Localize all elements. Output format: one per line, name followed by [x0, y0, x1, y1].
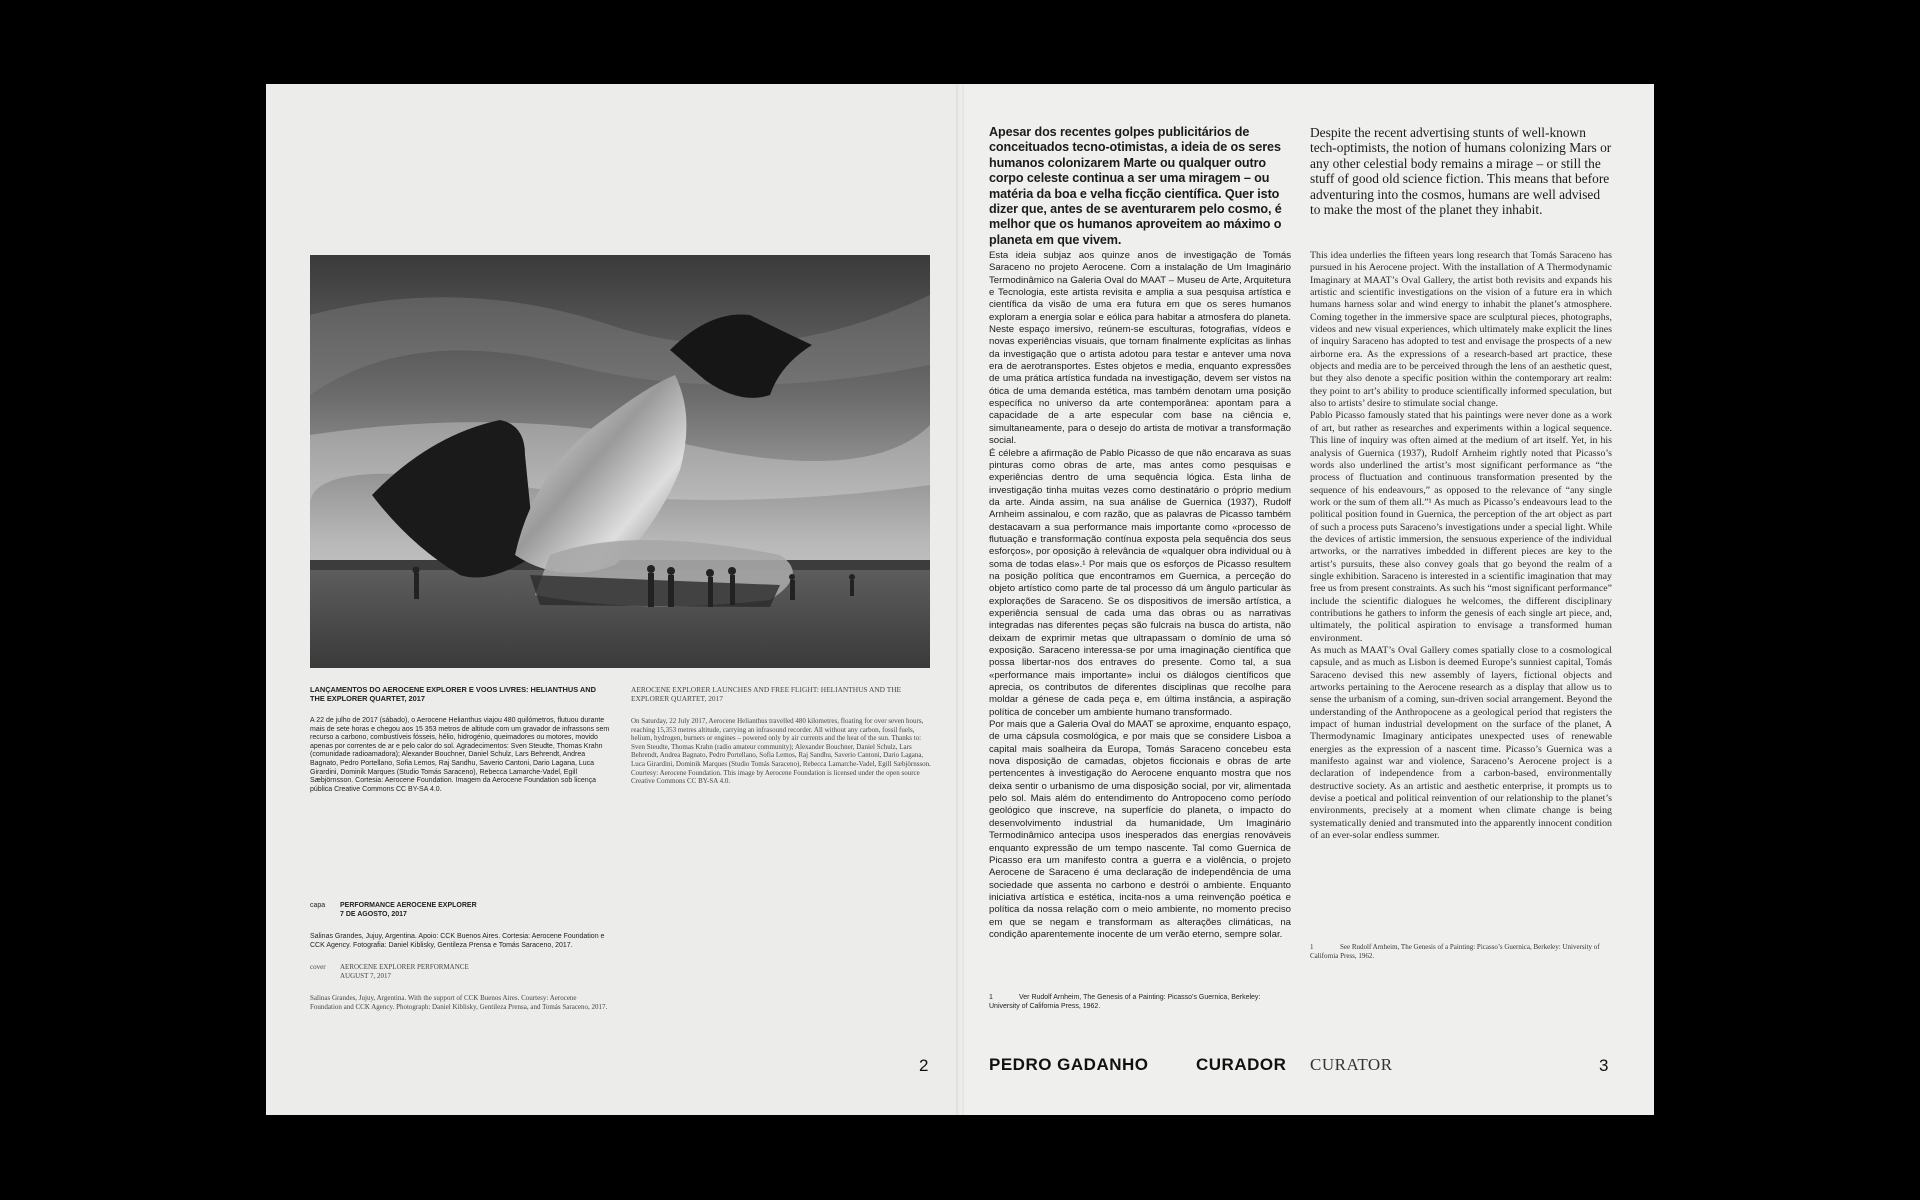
author-role-pt: CURADOR: [1196, 1055, 1287, 1074]
aerocene-balloon-photo: [310, 255, 930, 668]
cover-credit-date-en: AUGUST 7, 2017: [340, 971, 392, 980]
footnote-text-en: See Rudolf Arnheim, The Genesis of a Painting: Picasso’s Guernica, Berkeley: University of California Press, 1962.: [1310, 943, 1600, 960]
body-paragraph-en: This idea underlies the fifteen years long research that Tomás Saraceno has pursued in his Aerocene project. With the installation of A Thermodynamic Imaginary at MAAT’s Oval Gallery, the artist both revisits and expands his artistic and scientific investigations on the vision of a future era in which humans harness solar and wind energy to inhabit the planet’s atmosphere. Coming together in the immersive space are sculptural pieces, photographs, videos and new visual experiences, which ultimately make explicit the lines of inquiry Saraceno has adopted to test and envisage the prospects of a new airborne era. As the expressions of a research-based art practice, these objects and media are to be perceived through the lens of an aesthetic quest, but they also denote a specific position within the contemporary art realm: they point to art’s ability to produce scientifically informed speculation, but also to artists’ desire to stimulate social change.: [1310, 250, 1612, 410]
footnote-pt: [989, 994, 1289, 1011]
photo-caption-text-pt: A 22 de julho de 2017 (sábado), o Aerocene Helianthus viajou 480 quilómetros, flutuou durante mais de sete horas e chegou aos 15 353 metros de altitude com um gravador de infrassons sem recurso a carbono, combustíveis fósseis, hélio, hidrogénio, queimadores ou motores, movido apenas por correntes de ar e pelo calor do sol. Agradecimentos: Sven Steudte, Thomas Krahn (comunidade radioamadora); Alexander Bouchner, Daniel Schulz, Lars Behrendt, Andrea Bagnato, Pedro Portellano, Sofia Lemos, Raj Sandhu, Saverio Cantoni, Dario Lagana, Luca Girardini, Dominik Marques (Studio Tomás Saraceno), Rebecca Lamarche-Vadel, Egill Sæbjörnsson. Cortesia: Aerocene Foundation. Imagem da Aerocene Foundation sob licença pública Creative Commons CC BY-SA 4.0.: [310, 717, 610, 793]
lede-pt: Apesar dos recentes golpes publicitários de conceituados tecno-otimistas, a ideia de os seres humanos colonizarem Marte ou qualquer outro corpo celeste continua a ser uma miragem – ou matéria da boa e velha ficção científica. Quer isto dizer que, antes de se aventurarem pelo cosmo, é melhor que os humanos aproveitem ao máximo o planeta em que vivem.: [989, 125, 1282, 247]
cover-credit-date-pt: 7 DE AGOSTO, 2017: [340, 910, 407, 918]
body-text-en: [1310, 250, 1612, 843]
body-paragraph-en: As much as MAAT’s Oval Gallery comes spatially close to a cosmological capsule, and as much as Lisbon is deemed Europe’s sunniest capital, Tomás Saraceno devised this new assembly of layers, fictional objects and artworks pertaining to the Aerocene research as a display that allow us to sense the urbanism of a coming, sun-driven social arrangement. Beyond the understanding of the Anthropocene as a geological period that registers the impact of human industrial development on the surface of the planet, A Thermodynamic Imaginary anticipates unexpected uses of renewable energies as the expression of a nascent time. Picasso’s Guernica was a manifesto against war and violence, Saraceno’s Aerocene project is a declaration of independence from a carbon-based, environmentally destructive society. As an artistic and aesthetic enterprise, it prompts us to devise a poetical and political reinvention of our relationship to the planet’s environments, precisely at a moment when climate change is being systematically denied and transmuted into the apparently innocent condition of an ever-solar endless summer.: [1310, 645, 1612, 842]
photo-caption-text-en: On Saturday, 22 July 2017, Aerocene Helianthus travelled 480 kilometres, floating for over seven hours, reaching 15,353 metres altitude, carrying an infrasound recorder. All without any carbon, fossil fuels, helium, hydrogen, burners or engines – powered only by air currents and the heat of the sun. Thanks to: Sven Steudte, Thomas Krahn (radio amateur community); Alexander Bouchner, Daniel Schulz, Lars Behrendt, Andrea Bagnato, Pedro Portellano, Sofia Lemos, Raj Sandhu, Saverio Cantoni, Dario Lagana, Luca Girardini, Dominik Marques (Studio Tomás Saraceno), Rebecca Lamarche-Vadel, Egill Sæbjörnsson. Courtesy: Aerocene Foundation. This image by Aerocene Foundation is licensed under the open source Creative Commons CC BY-SA 4.0.: [631, 717, 931, 786]
photo-caption-pt: [310, 685, 610, 794]
photo-caption-title-pt: LANÇAMENTOS DO AEROCENE EXPLORER E VOOS LIVRES: HELIANTHUS AND THE EXPLORER QUARTET, 2017: [310, 685, 596, 703]
author-role-en: CURATOR: [1310, 1055, 1393, 1074]
footnote-text-pt: Ver Rudolf Arnheim, The Genesis of a Painting: Picasso’s Guernica, Berkeley: University of California Press, 1962.: [989, 994, 1261, 1010]
footnote-number-pt: 1: [989, 994, 993, 1001]
body-paragraph-pt: Esta ideia subjaz aos quinze anos de investigação de Tomás Saraceno no projeto Aerocene. Com a instalação de Um Imaginário Termodinâmico na Galeria Oval do MAAT – Museu de Arte, Arquitetura e Tecnologia, este artista revisita e amplia a sua pesquisa artística e científica da visão de uma era futura em que os seres humanos exploram a energia solar e eólica para habitar a atmosfera do planeta. Neste espaço imersivo, reúnem-se esculturas, fotografias, vídeos e novas experiências visuais, que tornam finalmente explícitas as linhas da investigação que o artista adotou para testar e antever uma nova era de aerotransportes. Estes objetos e media, enquanto expressões de uma prática artística fundada na investigação, devem ser vistos na ótica de uma demanda estética, mas também denotam uma posição específica no universo da arte contemporânea: apontam para a capacidade de a arte especular com base na ciência e, simultaneamente, para o desejo do artista de motivar a transformação social.: [989, 250, 1291, 447]
author-name: PEDRO GADANHO: [989, 1055, 1149, 1074]
cover-credit-text-pt: Salinas Grandes, Jujuy, Argentina. Apoio: CCK Buenos Aires. Cortesia: Aerocene Foundation e CCK Agency. Fotografia: Daniel Kiblisky, Gentileza Prensa e Tomás Saraceno, 2017.: [310, 933, 605, 949]
cover-credit-key-pt: capa: [310, 902, 326, 909]
cover-credit-en: [310, 963, 610, 1011]
cover-credit-title-en: AEROCENE EXPLORER PERFORMANCE: [340, 963, 469, 971]
body-paragraph-pt: É célebre a afirmação de Pablo Picasso de que não encarava as suas pinturas como obras de arte, mas antes como pesquisas e experiências dentro de uma sequência lógica. Esta linha de investigação tinha muitas vezes como destinatário o próprio medium da arte. Ainda assim, na sua análise de Guernica (1937), Rudolf Arnheim assinalou, e com razão, que as palavras de Picasso também destacavam a sua performance mais importante como «processo de flutuação e transformação contínua exposta pela sequência dos seus esforços», por oposição à relevância de «qualquer obra individual ou à soma de todas elas».¹ Por mais que os esforços de Picasso resultem na posição política que encontramos em Guernica, a perceção do objeto artístico como parte de tal processo dá um ângulo particular às explorações de Saraceno. Se os dispositivos de imersão artística, a experiência sensual de cada uma das obras ou as narrativas integradas nas diferentes peças são fulcrais na busca do artista, não deixam de exprimir metas que ultrapassam o domínio de uma só exposição. Saraceno interessa-se por uma imaginação científica que possa libertar-nos dos entraves do presente. Como tal, a sua «performance mais importante» inclui os diálogos científicos que aprecia, os contributos de diferentes disciplinas que recolhe para moldar a génese de cada peça e, em última instância, a aspiração política de conceber um ambiente humano transformado.: [989, 447, 1291, 718]
body-paragraph-en: Pablo Picasso famously stated that his paintings were never done as a work of art, but rather as researches and experiments within a logical sequence. This line of inquiry was often aimed at the medium of art itself. Yet, in his analysis of Guernica (1937), Rudolf Arnheim rightly noted that Picasso’s words also underlined the artist’s most significant performance as “the process of fluctuation and continuous transformation presented by the sequence of his endeavours,” as opposed to the relevance of “any single work or the sum of them all.”¹ As much as Picasso’s endeavours lead to the political position found in Guernica, the perception of the art object as part of such a process puts Saraceno’s investigations under a special light. While the devices of artistic immersion, the sensuous experience of the individual artworks, or the narratives imbedded in different pieces are key to the artist’s pursuits, these also convey goals that go beyond the realm of a single exhibition. Saraceno is interested in a scientific imagination that may free us from present constraints. As such his “most significant performance” include the scientific dialogues he welcomes, the different disciplinary contributions he gathers to inform the genesis of each single art piece, and, ultimately, the political aspiration to envisage a transformed human environment.: [1310, 410, 1612, 644]
cover-credit-key-en: cover: [310, 963, 326, 971]
photo-caption-en: [631, 685, 931, 786]
book-gutter: [956, 84, 964, 1115]
footnote-en: [1310, 943, 1610, 960]
footnote-number-en: 1: [1310, 943, 1314, 951]
lede-en: Despite the recent advertising stunts of well-known tech-optimists, the notion of humans colonizing Mars or any other celestial body remains a mirage – or still the stuff of good old science fiction. This means that before adventuring into the cosmos, humans are well advised to make the most of the planet they inhabit.: [1310, 125, 1612, 218]
page-number-left: 2: [919, 1056, 929, 1075]
body-paragraph-pt: Por mais que a Galeria Oval do MAAT se aproxime, enquanto espaço, de uma cápsula cosmológica, e por mais que se considere Lisboa a capital mais soalheira da Europa, Tomás Saraceno concebeu esta nova disposição de camadas, objetos ficcionais e obras de arte pertencentes à investigação do Aerocene enquanto mostra que nos deixa sentir o urbanismo de uma disposição social, por vir, alimentada pelo sol. Mais além do entendimento do Antropoceno como período geológico que inscreve, na superfície do planeta, o impacto do desenvolvimento industrial da humanidade, Um Imaginário Termodinâmico antecipa usos inesperados das energias renováveis enquanto expressão de um tempo nascente. Tal como Guernica de Picasso era um manifesto contra a guerra e a violência, o projeto Aerocene de Saraceno é uma declaração de independência de uma sociedade que assenta no carbono e destrói o ambiente. Enquanto iniciativa artística e estética, incita-nos a uma reinvenção poética e política da nossa relação com o meio ambiente, no momento preciso em que se negam e transformam as alterações climáticas, na condição aparentemente inocente de um verão eterno, sempre solar.: [989, 719, 1291, 940]
cover-credit-text-en: Salinas Grandes, Jujuy, Argentina. With the support of CCK Buenos Aires. Courtesy: Aerocene Foundation and CCK Agency. Photograph: Daniel Kiblisky, Gentileza Prensa, and Tomás Saraceno, 2017.: [310, 994, 608, 1011]
cover-credit-pt: [310, 902, 610, 950]
page-number-right: 3: [1599, 1056, 1609, 1075]
cover-credit-title-pt: PERFORMANCE AEROCENE EXPLORER: [340, 902, 477, 909]
body-text-pt: [989, 250, 1291, 941]
photo-caption-title-en: AEROCENE EXPLORER LAUNCHES AND FREE FLIGHT: HELIANTHUS AND THE EXPLORER QUARTET, 2017: [631, 685, 902, 703]
